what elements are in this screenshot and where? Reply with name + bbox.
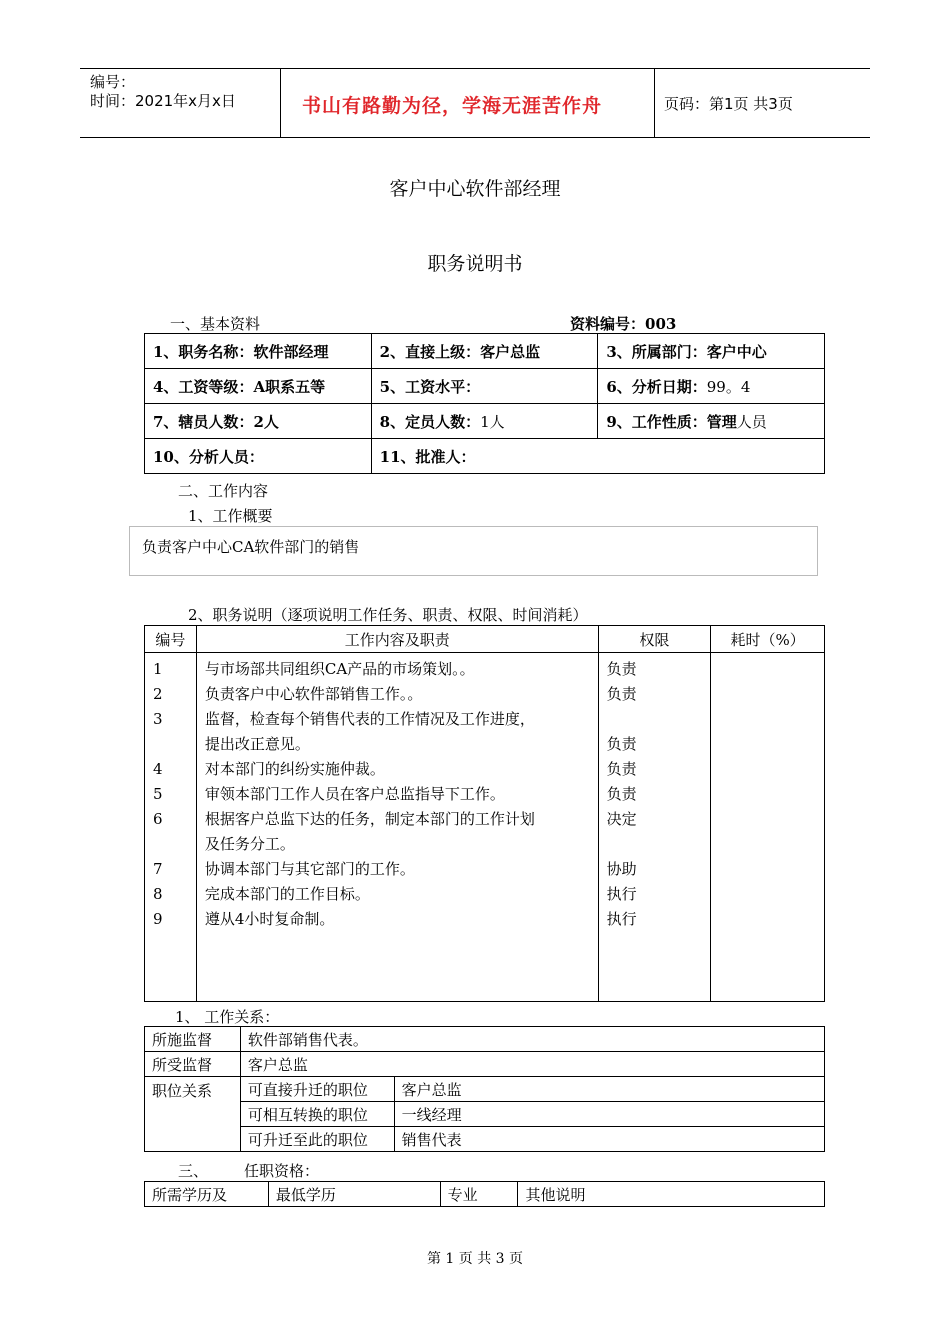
relation-value: 客户总监 <box>240 1052 824 1077</box>
row-number: 8 <box>153 885 163 903</box>
qualification-cell: 其他说明 <box>518 1182 825 1207</box>
header-page-label: 页码：第1页 共3页 <box>664 95 793 113</box>
salary-level-cell: 5、工资水平： <box>371 369 598 404</box>
duty-authority: 执行 <box>606 910 637 928</box>
duty-text: 对本部门的纠纷实施仲裁。 <box>204 760 385 778</box>
header-divider <box>654 69 655 137</box>
qualification-cell: 专业 <box>440 1182 518 1207</box>
duty-authority: 负责 <box>606 660 637 678</box>
duties-label: 2、职务说明（逐项说明工作任务、职责、权限、时间消耗） <box>188 606 588 624</box>
duty-authority: 执行 <box>606 885 637 903</box>
position-value: 销售代表 <box>394 1127 824 1152</box>
time-column <box>711 653 825 1002</box>
work-overview-box <box>129 526 818 576</box>
relations-table <box>144 1026 825 1152</box>
number-column <box>145 653 197 1002</box>
page-header <box>80 68 870 138</box>
row-number: 4 <box>153 760 163 778</box>
job-nature-cell <box>598 404 825 439</box>
header-motto: 书山有路勤为径，学海无涯苦作舟 <box>302 95 603 117</box>
header-authority: 权限 <box>598 626 711 653</box>
position-type: 可直接升迁的职位 <box>240 1077 394 1102</box>
duty-authority: 负责 <box>606 685 637 703</box>
table-row <box>145 334 825 369</box>
job-title-cell: 1、职务名称：软件部经理 <box>145 334 372 369</box>
duty-text: 及任务分工。 <box>204 835 295 853</box>
table-row <box>145 1052 825 1077</box>
relation-label: 职位关系 <box>145 1077 241 1152</box>
doc-number: 资料编号：003 <box>570 315 677 333</box>
position-value: 一线经理 <box>394 1102 824 1127</box>
supervisor-cell: 2、直接上级：客户总监 <box>371 334 598 369</box>
quota-label: 8、定员人数： <box>379 412 481 431</box>
row-number: 2 <box>153 685 163 703</box>
table-row <box>145 1102 825 1127</box>
quota-cell <box>371 404 598 439</box>
analysis-date-value: 99。4 <box>706 377 751 396</box>
staff-count-cell: 7、辖员人数：2人 <box>145 404 372 439</box>
duty-text: 遵从4小时复命制。 <box>204 910 335 928</box>
position-type: 可相互转换的职位 <box>240 1102 394 1127</box>
content-column <box>196 653 598 1002</box>
page-footer: 第 1 页 共 3 页 <box>426 1251 524 1267</box>
work-overview-text: 负责客户中心CA软件部门的销售 <box>142 538 360 556</box>
quota-value: 1人 <box>480 412 505 431</box>
relation-value: 软件部销售代表。 <box>240 1027 824 1052</box>
qualification-cell: 所需学历及 <box>145 1182 269 1207</box>
section-qualification-title: 任职资格： <box>244 1162 320 1180</box>
work-overview-label: 1、工作概要 <box>188 507 273 525</box>
duty-text: 根据客户总监下达的任务，制定本部门的工作计划 <box>204 810 535 828</box>
table-row <box>145 404 825 439</box>
row-number: 6 <box>153 810 163 828</box>
position-type: 可升迁至此的职位 <box>240 1127 394 1152</box>
row-number: 5 <box>153 785 163 803</box>
row-number: 3 <box>153 710 163 728</box>
table-row <box>145 1077 825 1102</box>
header-time: 耗时（%） <box>711 626 825 653</box>
row-number: 9 <box>153 910 163 928</box>
duty-text: 提出改正意见。 <box>204 735 310 753</box>
table-row <box>145 653 825 1002</box>
duty-authority: 负责 <box>606 735 637 753</box>
duty-authority: 决定 <box>606 810 637 828</box>
duties-table <box>144 625 825 1002</box>
duty-authority: 负责 <box>606 760 637 778</box>
qualification-table <box>144 1181 825 1207</box>
duty-text: 监督，检查每个销售代表的工作情况及工作进度， <box>204 710 535 728</box>
header-meta <box>90 73 236 111</box>
table-header-row <box>145 626 825 653</box>
relations-label: 1、 工作关系： <box>175 1008 280 1026</box>
header-divider <box>280 69 281 137</box>
table-row <box>145 1027 825 1052</box>
table-row <box>145 1127 825 1152</box>
page-title: 客户中心软件部经理 <box>389 178 561 200</box>
department-cell: 3、所属部门：客户中心 <box>598 334 825 369</box>
row-number: 7 <box>153 860 163 878</box>
analysis-date-cell <box>598 369 825 404</box>
duty-authority: 协助 <box>606 860 637 878</box>
salary-grade-cell: 4、工资等级：A职系五等 <box>145 369 372 404</box>
header-number: 编号 <box>145 626 197 653</box>
duty-text: 负责客户中心软件部销售工作。。 <box>204 685 423 703</box>
duty-text: 审领本部门工作人员在客户总监指导下工作。 <box>204 785 505 803</box>
doc-time-label: 时间：2021年x月x日 <box>90 92 236 110</box>
table-row <box>145 1182 825 1207</box>
approver-cell: 11、批准人： <box>371 439 824 474</box>
section-qualification-number: 三、 <box>178 1162 209 1180</box>
qualification-cell: 最低学历 <box>268 1182 440 1207</box>
doc-number-label: 编号： <box>90 73 136 91</box>
duty-text: 与市场部共同组织CA产品的市场策划。。 <box>204 660 475 678</box>
analyst-cell: 10、分析人员： <box>145 439 372 474</box>
section-basic-info-label: 一、基本资料 <box>170 315 261 333</box>
authority-column <box>598 653 711 1002</box>
basic-info-table <box>144 333 825 474</box>
position-value: 客户总监 <box>394 1077 824 1102</box>
duty-text: 完成本部门的工作目标。 <box>204 885 370 903</box>
duty-authority: 负责 <box>606 785 637 803</box>
page-subtitle: 职务说明书 <box>427 253 523 275</box>
section-work-content-label: 二、工作内容 <box>178 482 269 500</box>
duty-text: 协调本部门与其它部门的工作。 <box>204 860 415 878</box>
relation-label: 所施监督 <box>145 1027 241 1052</box>
table-row <box>145 369 825 404</box>
row-number: 1 <box>153 660 163 678</box>
header-content: 工作内容及职责 <box>196 626 598 653</box>
relation-label: 所受监督 <box>145 1052 241 1077</box>
job-nature-value: 人员 <box>736 412 767 431</box>
table-row <box>145 439 825 474</box>
analysis-date-label: 6、分析日期： <box>606 377 707 396</box>
job-nature-label: 9、工作性质：管理 <box>606 412 737 431</box>
